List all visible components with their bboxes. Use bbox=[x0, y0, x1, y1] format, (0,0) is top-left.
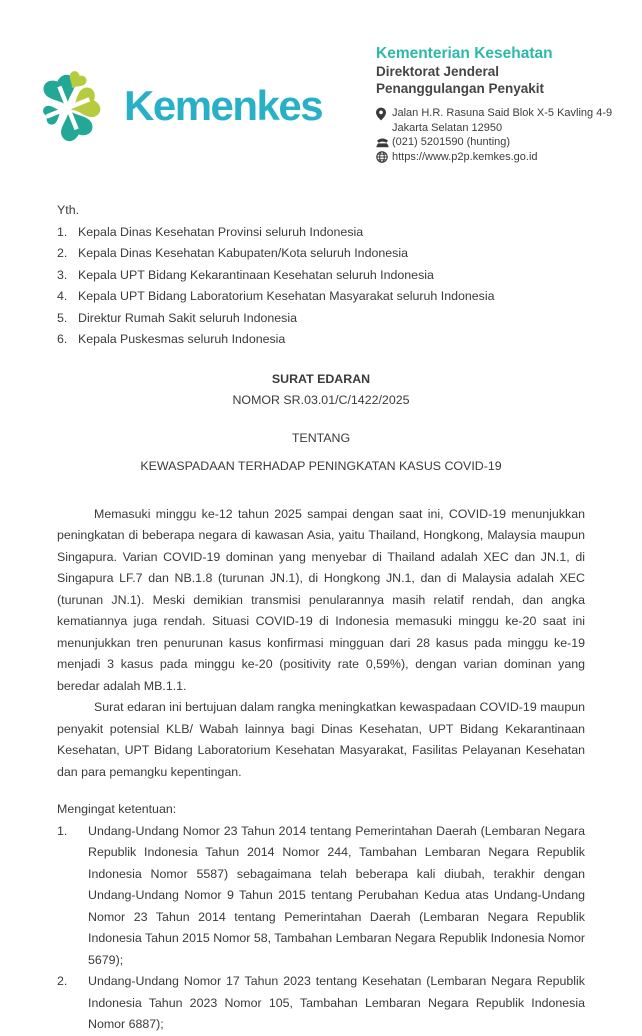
address-row bbox=[376, 106, 628, 135]
recipient-number: 3. bbox=[57, 267, 68, 282]
letterhead bbox=[0, 0, 642, 164]
paragraph-2: Surat edaran ini bertujuan dalam rangka meningkatkan kewaspadaan COVID-19 maupun penyakit potensial KLB/ Wabah lainnya bagi Dinas Kesehatan, UPT Bidang Kekarantinaan Kesehatan, UPT Bidang Laboratorium Kesehatan Masyarakat, Fasilitas Pelayanan Kesehatan dan para pemangku kepentingan. bbox=[57, 700, 585, 779]
phone-number: (021) 5201590 (hunting) bbox=[392, 136, 511, 148]
document-type: SURAT EDARAN bbox=[271, 371, 371, 386]
recipient-text: Kepala Puskesmas seluruh Indonesia bbox=[78, 332, 286, 346]
recipient-item bbox=[57, 243, 585, 265]
recipient-item bbox=[57, 308, 585, 330]
recipient-text: Kepala UPT Bidang Laboratorium Kesehatan Masyarakat seluruh Indonesia bbox=[78, 289, 495, 303]
consideration-number: 1. bbox=[57, 823, 68, 838]
recipient-number: 2. bbox=[57, 246, 68, 260]
address-line-2: Jakarta Selatan 12950 bbox=[392, 121, 503, 134]
address-line-1: Jalan H.R. Rasuna Said Blok X-5 Kavling 4-9 bbox=[392, 107, 613, 119]
consideration-item bbox=[57, 971, 585, 1036]
letter-body bbox=[0, 200, 642, 1036]
recipient-text: Direktur Rumah Sakit seluruh Indonesia bbox=[78, 310, 298, 325]
recipient-text: Kepala Dinas Kesehatan Kabupaten/Kota seluruh Indonesia bbox=[78, 246, 408, 260]
paragraph-1: Memasuki minggu ke-12 tahun 2025 sampai dengan saat ini, COVID-19 menunjukkan peningkatan di beberapa negara di kawasan Asia, yaitu Thailand, Hongkong, Malaysia maupun Singapura. Varian COVID-19 dominan yang menyebar di Thailand adalah XEC dan JN.1, di Singapura LF.7 dan NB.1.8 (turunan JN.1), di Hongkong JN.1, dan di Malaysia adalah XEC (turunan JN.1). Meski demikian transmisi penularannya masih relatif rendah, dan angka kematiannya juga rendah. Situasi COVID-19 di Indonesia memasuki minggu ke-20 saat ini menunjukkan tren penurunan kasus konfirmasi mingguan dari 28 kasus pada minggu ke-19 menjadi 3 kasus pada minggu ke-20 (positivity rate 0,59%), dengan varian dominan yang beredar adalah MB.1.1. bbox=[57, 506, 585, 693]
document-number: NOMOR SR.03.01/C/1422/2025 bbox=[232, 393, 410, 407]
recipient-number: 1. bbox=[57, 224, 68, 239]
globe-icon bbox=[376, 150, 392, 163]
recipient-item bbox=[57, 286, 585, 308]
consideration-text: Undang-Undang Nomor 17 Tahun 2023 tentang Kesehatan (Lembaran Negara Republik Indonesia Tahun 2023 Nomor 105, Tambahan Lembaran Negara Republik Indonesia Nomor 6887); bbox=[88, 974, 585, 1031]
address-text bbox=[392, 106, 628, 135]
letterhead-org-block bbox=[376, 44, 628, 164]
recipient-item bbox=[57, 329, 585, 351]
recipient-text: Kepala UPT Bidang Kekarantinaan Kesehatan seluruh Indonesia bbox=[78, 267, 434, 282]
ministry-name: Kementerian Kesehatan bbox=[376, 45, 553, 62]
recipient-list bbox=[57, 200, 585, 351]
telephone-icon bbox=[376, 135, 392, 148]
recipient-number: 5. bbox=[57, 310, 68, 325]
recipient-item bbox=[57, 222, 585, 244]
kemenkes-logo bbox=[20, 58, 322, 154]
directorate-line-1: Direktorat Jenderal bbox=[376, 64, 500, 79]
document-subject: KEWASPADAAN TERHADAP PENINGKATAN KASUS COVID-19 bbox=[140, 459, 502, 473]
considerations-heading: Mengingat ketentuan: bbox=[57, 802, 177, 816]
recipient-item bbox=[57, 265, 585, 287]
kemenkes-flower-icon bbox=[20, 58, 116, 154]
directorate-line-2: Penanggulangan Penyakit bbox=[376, 81, 545, 96]
recipient-text: Kepala Dinas Kesehatan Provinsi seluruh Indonesia bbox=[78, 224, 364, 239]
recipient-number: 4. bbox=[57, 289, 68, 303]
consideration-item bbox=[57, 821, 585, 972]
document-title-block bbox=[57, 369, 585, 478]
website-row bbox=[376, 150, 628, 165]
phone-row bbox=[376, 135, 628, 150]
recipient-number: 6. bbox=[57, 332, 68, 346]
contact-info bbox=[376, 106, 628, 164]
location-pin-icon bbox=[376, 106, 392, 121]
consideration-number: 2. bbox=[57, 974, 68, 988]
salutation: Yth. bbox=[57, 203, 80, 217]
website-url: https://www.p2p.kemkes.go.id bbox=[392, 150, 538, 163]
kemenkes-wordmark: Kemenkes bbox=[124, 82, 323, 129]
about-label: TENTANG bbox=[291, 430, 351, 445]
consideration-text: Undang-Undang Nomor 23 Tahun 2014 tentang Pemerintahan Daerah (Lembaran Negara Republik Indonesia Tahun 2014 Nomor 244, Tambahan Lembaran Negara Republik Indonesia Nomor 5587) sebagaimana telah beberapa kali diubah, terakhir dengan Undang-Undang Nomor 9 Tahun 2015 tentang Perubahan Kedua atas Undang-Undang Nomor 23 Tahun 2014 tentang Pemerintahan Daerah (Lembaran Negara Republik Indonesia Tahun 2015 Nomor 58, Tambahan Lembaran Negara Republik Indonesia Nomor 5679); bbox=[88, 823, 585, 967]
